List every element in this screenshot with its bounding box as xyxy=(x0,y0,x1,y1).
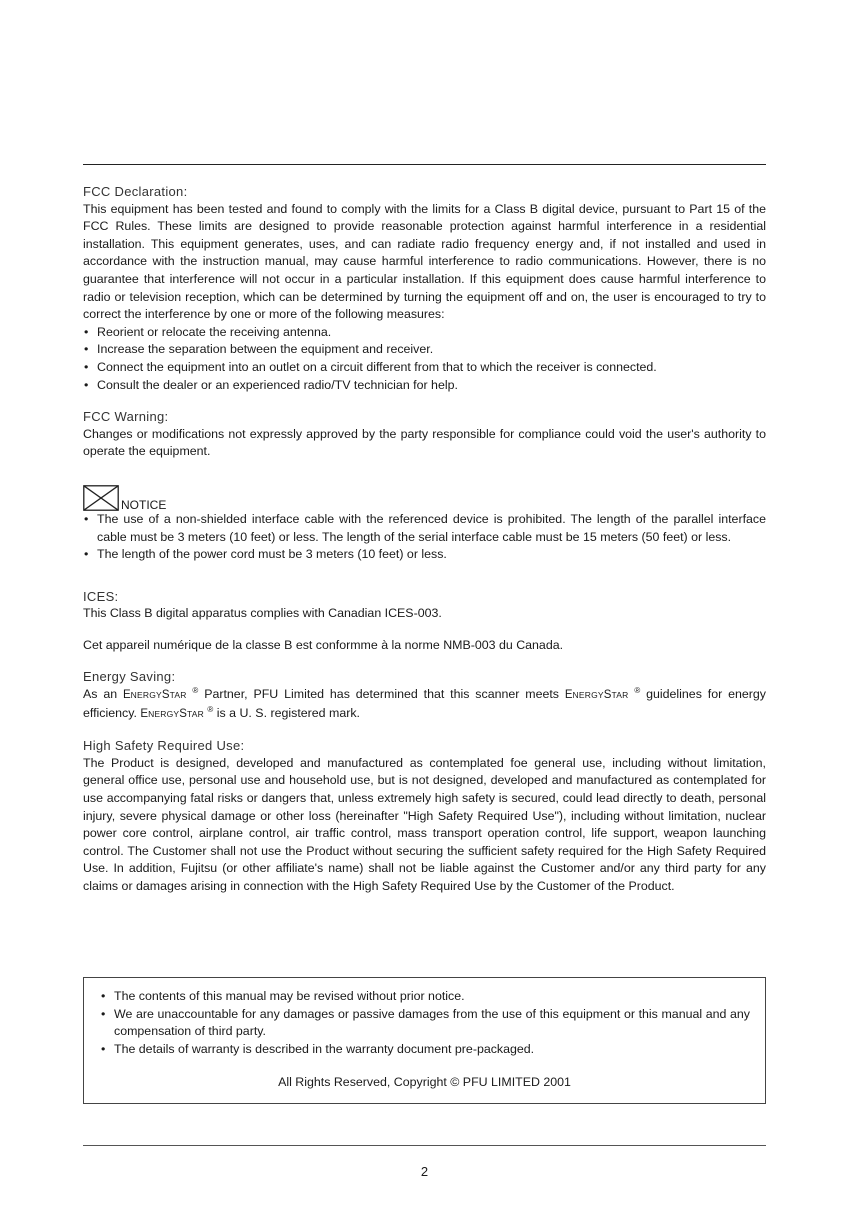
high-safety-text: The Product is designed, developed and manufactured as contemplated foe general use, including without limitation, general office use, personal use and household use, but is not designed, developed and manufactured as contemplated for use accompanying fatal risks or dangers that, unless extremely high safety is secured, could lead directly to death, personal injury, severe physical damage or other loss (hereinafter "High Safety Required Use"), including without limitation, nuclear power core control, airplane control, air traffic control, mass transport operation control, life support, weapon launching control. The Customer shall not use the Product without securing the sufficient safety required for the High Safety Required Use. In addition, Fujitsu (or other affiliate's name) shall not be liable against the Customer and/or any third party for any claims or damages arising in connection with the High Safety Required Use by the Customer of the Product. xyxy=(83,755,766,893)
list-item: • Increase the separation between the equipment and receiver. xyxy=(83,341,766,359)
page-number: 2 xyxy=(420,1164,429,1179)
notice-label: NOTICE xyxy=(121,497,167,512)
fcc-warning-text: Changes or modifications not expressly approved by the party responsible for compliance could void the user's authority to operate the equipment. xyxy=(83,426,766,459)
energy-saving-heading: Energy Saving: xyxy=(83,669,176,685)
fcc-warning-heading: FCC Warning: xyxy=(83,409,169,425)
notice-section xyxy=(83,485,766,564)
energy-saving-section xyxy=(83,668,766,723)
list-item: • The contents of this manual may be revised without prior notice. xyxy=(100,988,750,1006)
energy-star-brand: ENERGYSTAR ® xyxy=(122,685,199,702)
fcc-declaration-heading: FCC Declaration: xyxy=(83,184,188,199)
high-safety-section xyxy=(83,737,766,895)
fcc-declaration-section xyxy=(83,183,766,394)
ices-french-text: Cet appareil numérique de la classe B est conformme à la norme NMB-003 du Canada. xyxy=(83,637,564,652)
list-item: • We are unaccountable for any damages or passive damages from the use of this equipment or this manual and any compensation of third party. xyxy=(100,1006,750,1041)
disclaimer-box xyxy=(83,977,766,1104)
ices-heading: ICES: xyxy=(83,588,119,604)
list-item: • Reorient or relocate the receiving antenna. xyxy=(83,324,766,342)
notice-list xyxy=(83,511,766,564)
list-item: • The use of a non-shielded interface cable with the referenced device is prohibited. The length of the parallel interface cable must be 3 meters (10 feet) or less. The length of the serial interface cable must be 15 meters (50 feet) or less. xyxy=(83,511,766,546)
high-safety-heading: High Safety Required Use: xyxy=(83,738,245,754)
disclaimer-list xyxy=(100,988,750,1058)
list-item: • The length of the power cord must be 3 meters (10 feet) or less. xyxy=(83,546,766,564)
energy-star-brand: ENERGYSTAR ® xyxy=(564,685,641,702)
envelope-icon xyxy=(83,485,119,511)
notice-header xyxy=(83,485,766,511)
energy-star-brand: ENERGYSTAR ® xyxy=(140,704,214,720)
list-item: • Consult the dealer or an experienced radio/TV technician for help. xyxy=(83,377,766,395)
bottom-divider xyxy=(83,1145,766,1146)
energy-saving-text: As an ENERGYSTAR ® Partner, PFU Limited has determined that this scanner meets ENERGYSTAR ® guidelines for energy efficiency. ENERGYSTAR ® is a U. S. registered mark. xyxy=(83,685,766,720)
document-body xyxy=(83,183,766,896)
fcc-warning-section xyxy=(83,408,766,461)
fcc-declaration-text: This equipment has been tested and found to comply with the limits for a Class B digital device, pursuant to Part 15 of the FCC Rules. These limits are designed to provide reasonable protection against harmful interference in a residential installation. This equipment generates, uses, and can radiate radio frequency energy and, if not installed and used in accordance with the instruction manual, may cause harmful interference to radio communications. However, there is no guarantee that interference will not occur in a particular installation. If this equipment does cause harmful interference to radio or television reception, which can be determined by turning the equipment off and on, the user is encouraged to try to correct the interference by one or more of the following measures: xyxy=(83,201,766,322)
list-item: • Connect the equipment into an outlet on a circuit different from that to which the receiver is connected. xyxy=(83,359,766,377)
top-divider xyxy=(83,164,766,165)
ices-section xyxy=(83,588,766,655)
ices-english-text: This Class B digital apparatus complies with Canadian ICES-003. xyxy=(83,606,442,621)
list-item: • The details of warranty is described in the warranty document pre-packaged. xyxy=(100,1041,750,1059)
fcc-measures-list xyxy=(83,324,766,394)
copyright-notice: All Rights Reserved, Copyright © PFU LIMITED 2001 xyxy=(278,1075,571,1089)
